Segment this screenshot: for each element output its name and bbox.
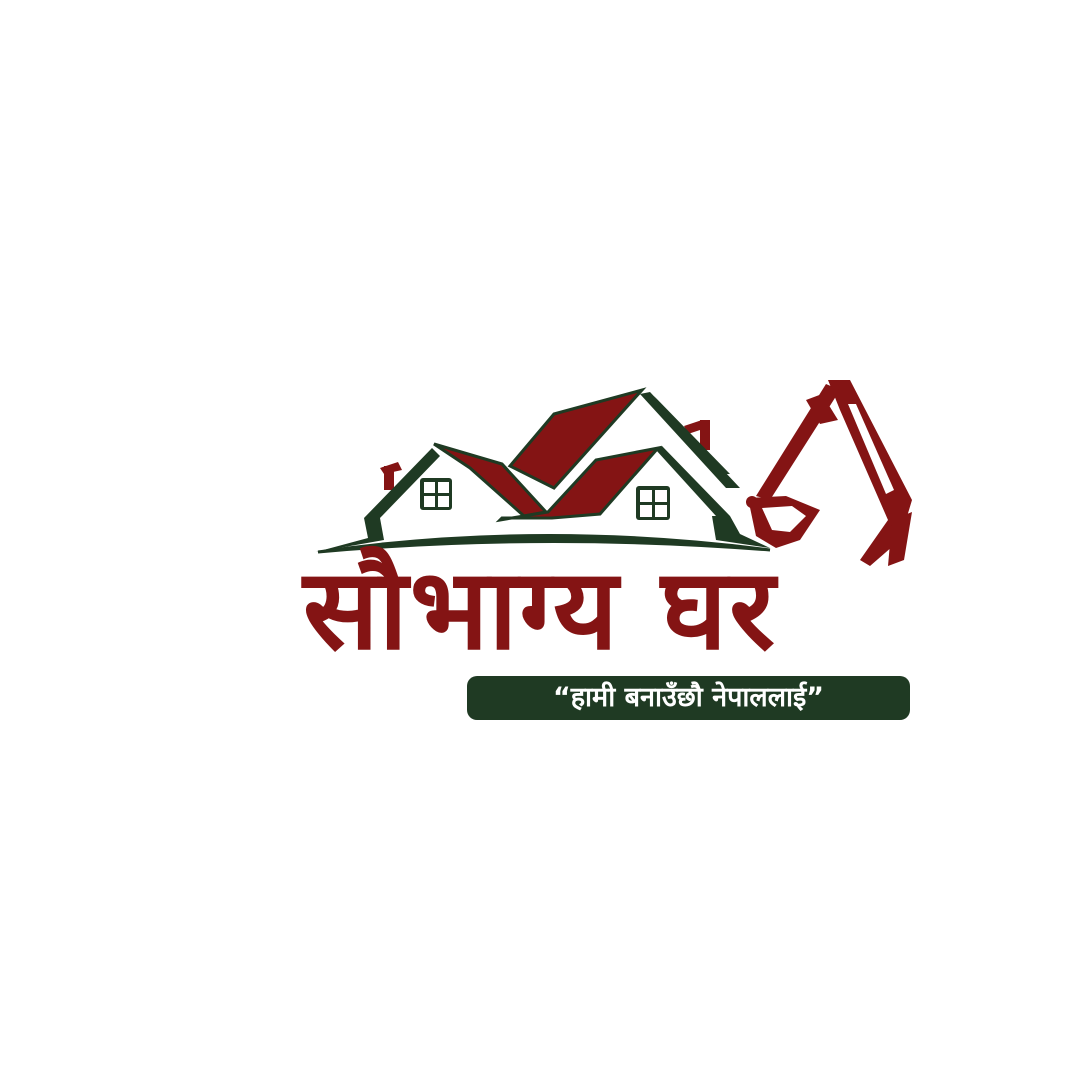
brand-title: सौभाग्य घर xyxy=(303,545,777,675)
tagline-badge xyxy=(467,676,910,720)
excavator-arm-icon xyxy=(746,380,912,566)
window-icon xyxy=(636,486,670,520)
tagline-text: “हामी बनाउँछौ नेपाललाई” xyxy=(552,682,825,713)
window-icon xyxy=(420,478,452,510)
